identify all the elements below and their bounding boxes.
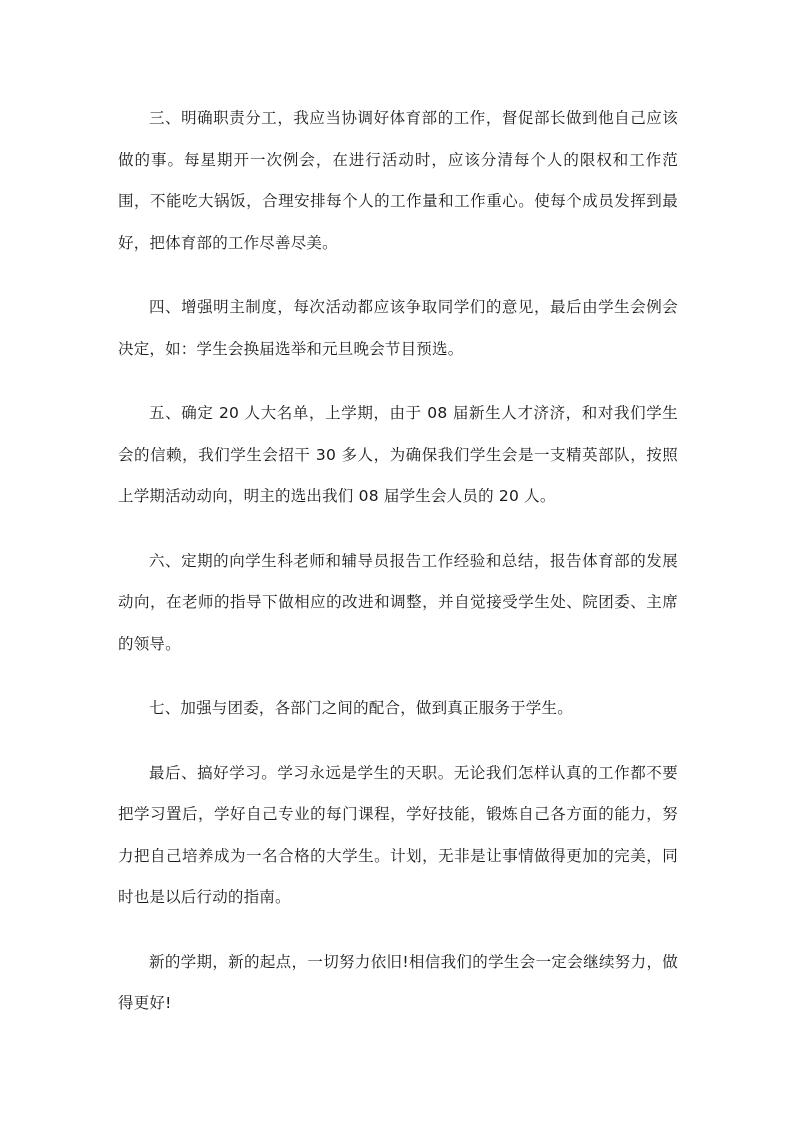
paragraph-study: 最后、搞好学习。学习永远是学生的天职。无论我们怎样认真的工作都不要把学习置后，学好自己专业的每门课程，学好技能，锻炼自己各方面的能力，努力把自己培养成为一名合格的大学生。计划，无非是让事情做得更加的完美，同时也是以后行动的指南。 (118, 763, 678, 906)
document-body (118, 98, 678, 1025)
paragraph-closing: 新的学期，新的起点，一切努力依旧!相信我们的学生会一定会继续努力，做得更好! (118, 952, 678, 1012)
paragraph-cooperation: 七、加强与团委，各部门之间的配合，做到真正服务于学生。 (149, 699, 573, 717)
paragraph-duty-division: 三、明确职责分工，我应当协调好体育部的工作，督促部长做到他自己应该做的事。每星期开一次例会，在进行活动时，应该分清每个人的限权和工作范围，不能吃大锅饭，合理安排每个人的工作量和工作重心。使每个成员发挥到最好，把体育部的工作尽善尽美。 (118, 109, 678, 252)
paragraph-member-list: 五、确定 20 人大名单，上学期，由于 08 届新生人才济济，和对我们学生会的信赖，我们学生会招干 30 多人，为确保我们学生会是一支精英部队，按照上学期活动动向，明主的选出我们 08 届学生会人员的 20 人。 (118, 404, 678, 505)
paragraph-reporting: 六、定期的向学生科老师和辅导员报告工作经验和总结，报告体育部的发展动向，在老师的指导下做相应的改进和调整，并自觉接受学生处、院团委、主席的领导。 (118, 551, 678, 653)
paragraph-democracy: 四、增强明主制度，每次活动都应该争取同学们的意见，最后由学生会例会决定，如：学生会换届选举和元旦晚会节目预选。 (118, 298, 678, 358)
